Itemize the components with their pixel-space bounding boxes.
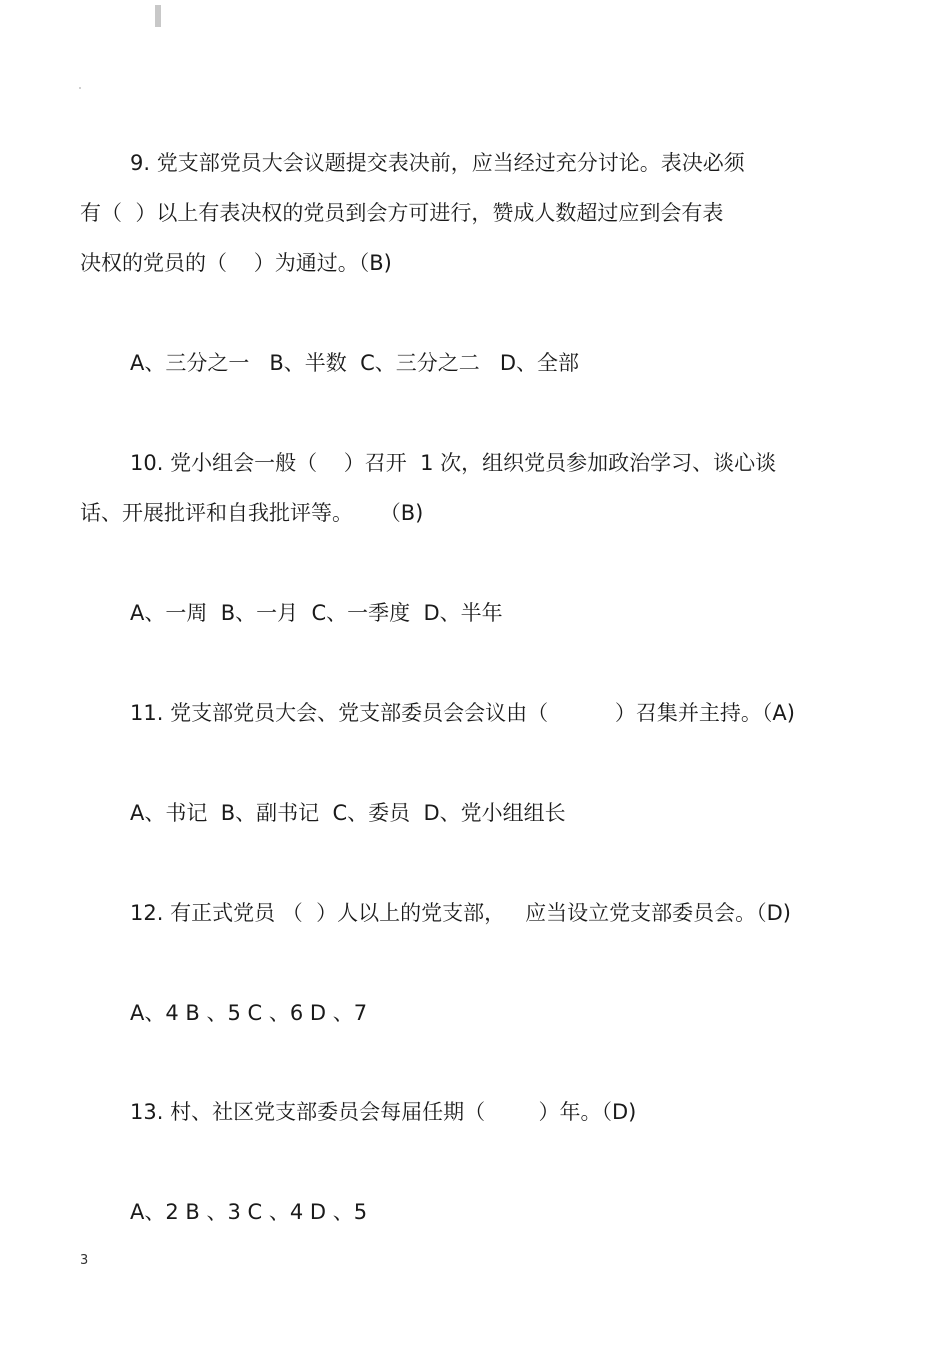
q9-line-2: 有（ ）以上有表决权的党员到会方可进行，赞成人数超过应到会有表 xyxy=(80,201,724,225)
q11-line-1: 11. 党支部党员大会、党支部委员会会议由（ ）召集并主持。（A) xyxy=(130,701,795,725)
scan-dot xyxy=(79,87,81,89)
scan-mark xyxy=(155,5,161,27)
q13-options: A、2 B 、3 C 、4 D 、5 xyxy=(130,1200,368,1224)
q10-options: A、一周 B、一月 C、一季度 D、半年 xyxy=(130,601,503,625)
q9-line-1: 9. 党支部党员大会议题提交表决前，应当经过充分讨论。表决必须 xyxy=(130,151,745,175)
q11-options: A、书记 B、副书记 C、委员 D、党小组组长 xyxy=(130,801,566,825)
page-number: 3 xyxy=(80,1253,89,1268)
q13-line-1: 13. 村、社区党支部委员会每届任期（ ）年。（D) xyxy=(130,1100,637,1124)
q9-line-3: 决权的党员的（ ）为通过。（B) xyxy=(80,251,392,275)
q9-options: A、三分之一 B、半数 C、三分之二 D、全部 xyxy=(130,351,580,375)
q10-line-2: 话、开展批评和自我批评等。 （B) xyxy=(80,501,424,525)
q12-line-1: 12. 有正式党员 （ ）人以上的党支部， 应当设立党支部委员会。（D) xyxy=(130,901,791,925)
q12-options: A、4 B 、5 C 、6 D 、7 xyxy=(130,1001,368,1025)
q10-line-1: 10. 党小组会一般（ ）召开 1 次，组织党员参加政治学习、谈心谈 xyxy=(130,451,777,475)
